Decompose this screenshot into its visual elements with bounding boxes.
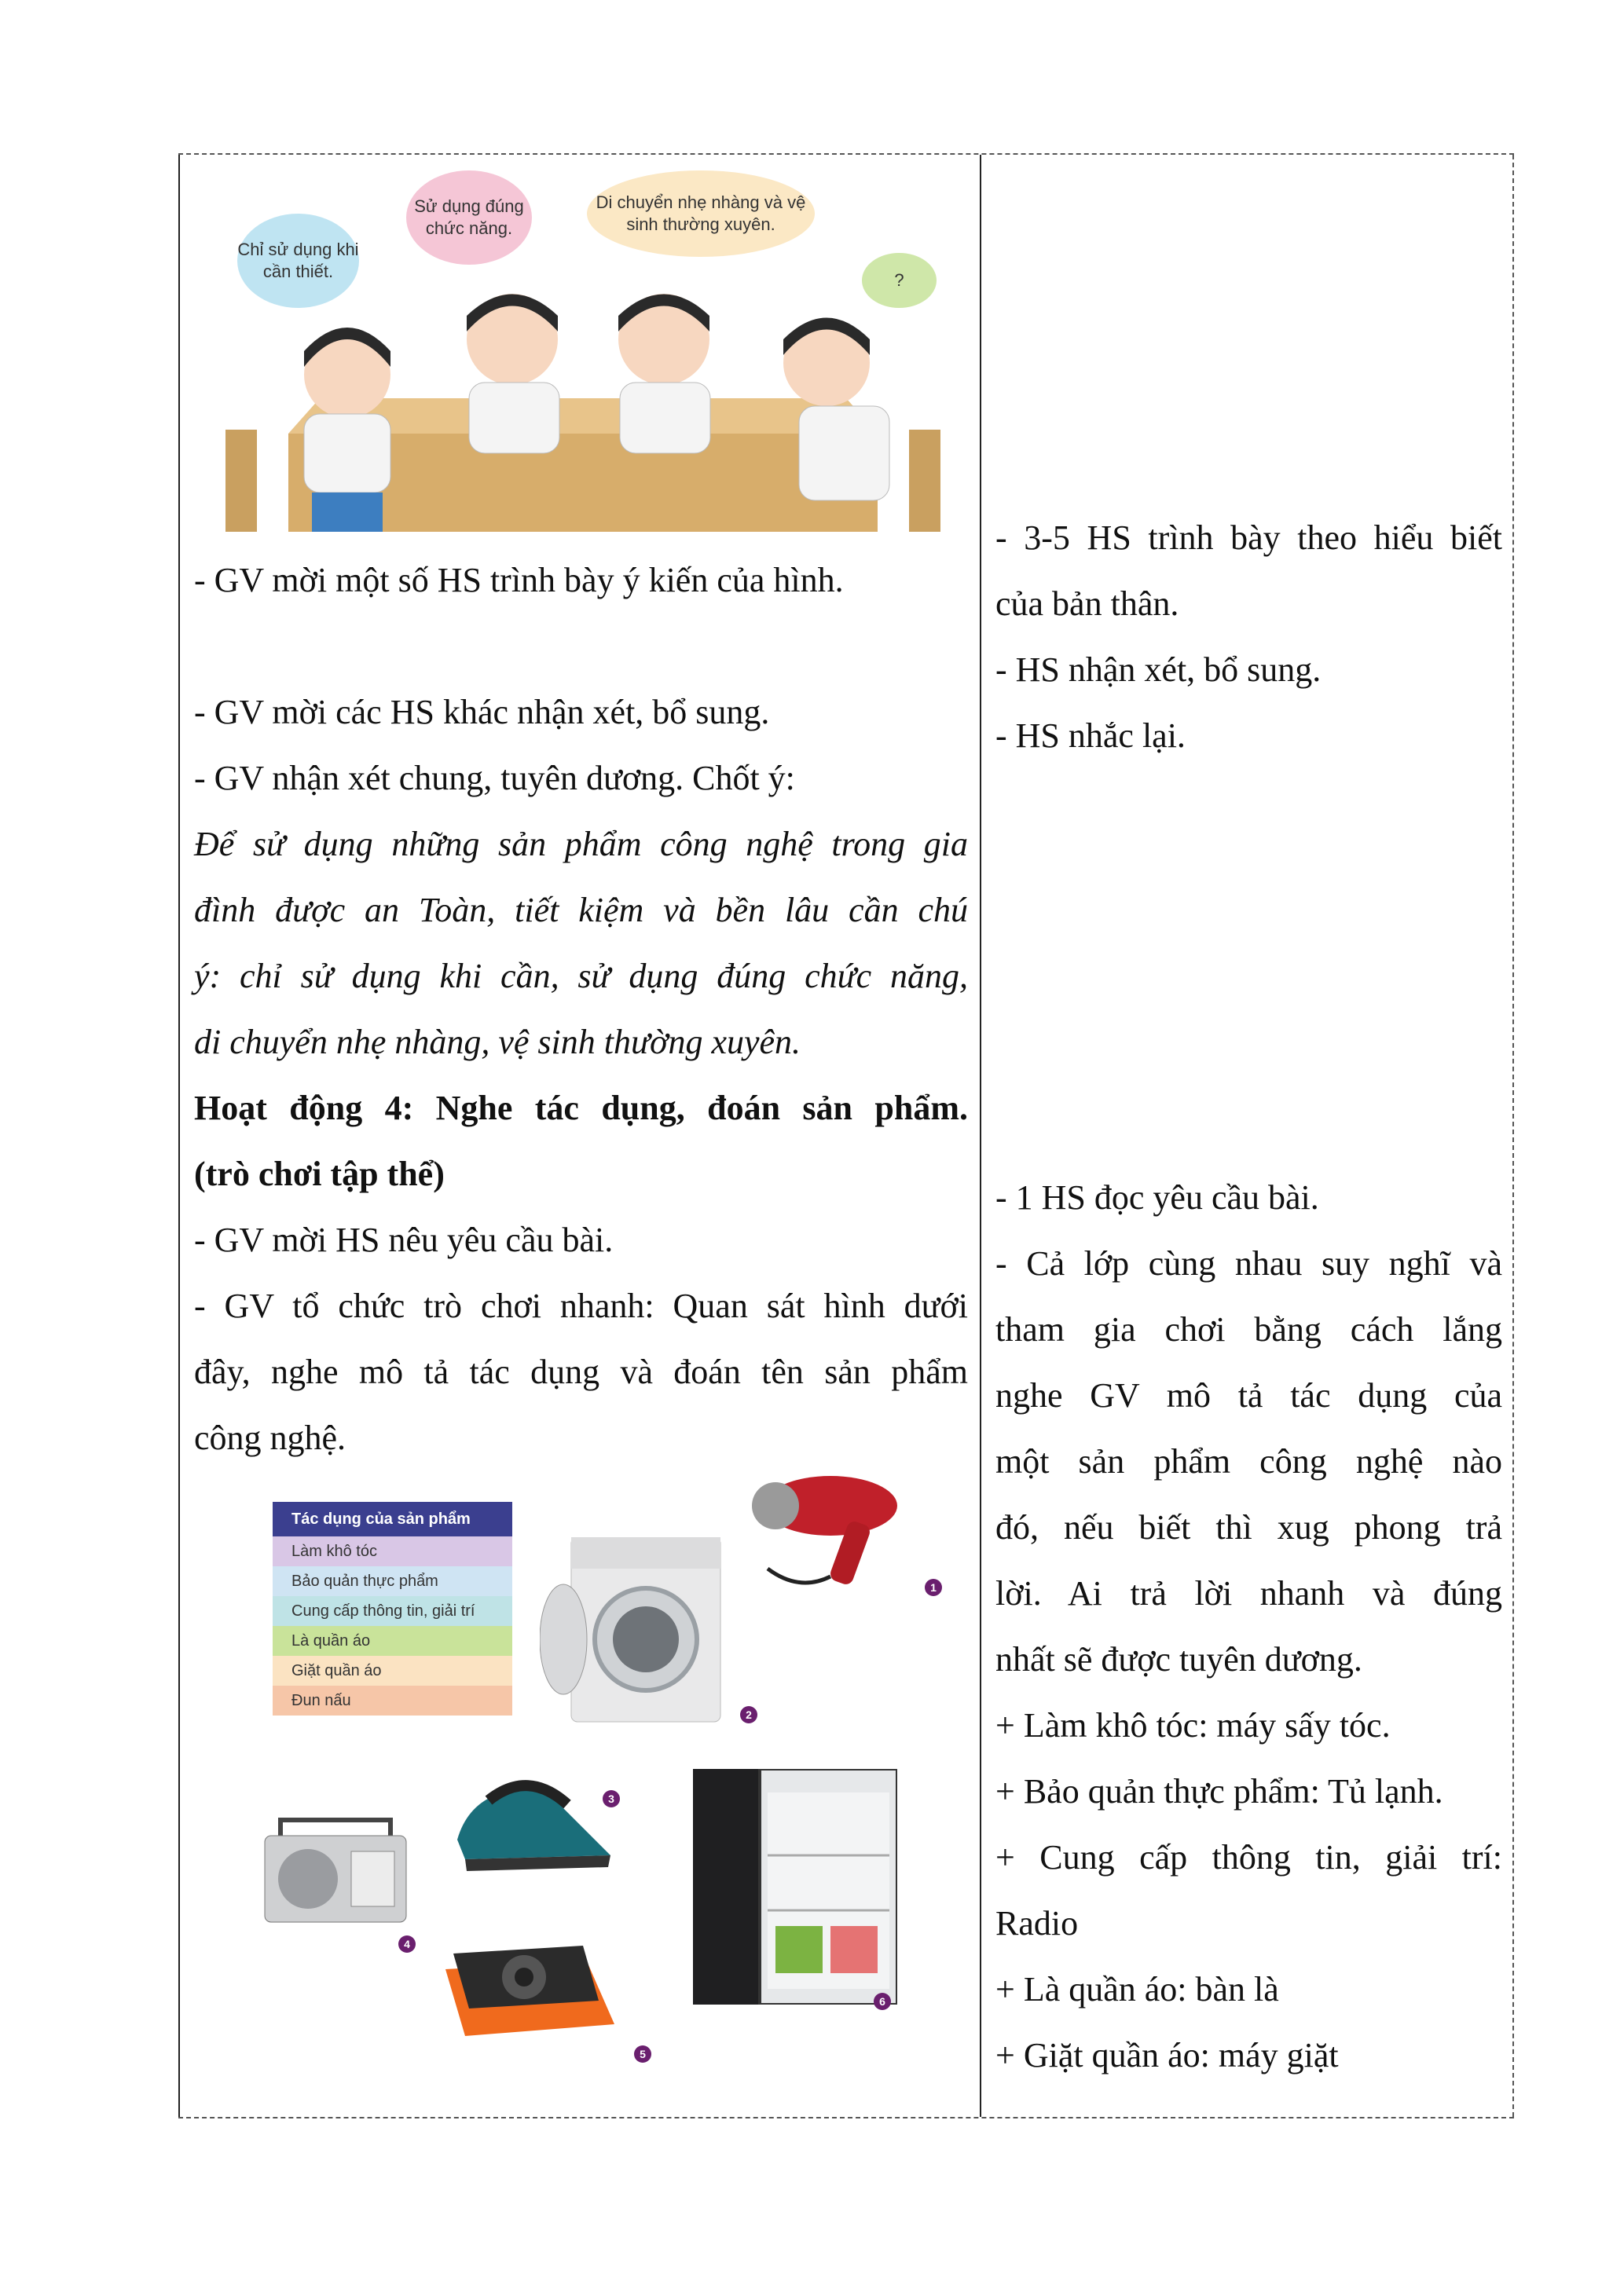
legend-row: Giặt quần áo	[273, 1656, 512, 1686]
left-line-3: - GV nhận xét chung, tuyên dương. Chốt ý:	[194, 759, 795, 797]
activity-4-subheading: (trò chơi tập thể)	[194, 1155, 445, 1193]
portable-gas-stove-image	[430, 1922, 618, 2048]
answer-refrigerator: + Bảo quản thực phẩm: Tủ lạnh.	[995, 1772, 1443, 1811]
washing-machine-image	[540, 1537, 736, 1726]
answer-iron: + Là quần áo: bàn là	[995, 1970, 1279, 2009]
hair-dryer-image	[744, 1467, 909, 1600]
item-number-4: 4	[398, 1935, 416, 1953]
right-line-9: một sản phẩm công nghệ nào	[995, 1442, 1502, 1481]
conclusion-line-4: di chuyển nhẹ nhàng, vệ sinh thường xuyên.	[194, 1023, 801, 1061]
legend-title: Tác dụng của sản phẩm	[273, 1502, 512, 1536]
conclusion-line-1: Để sử dụng những sản phẩm công nghệ trong gia	[194, 825, 968, 863]
conclusion-line-2: đình được an Toàn, tiết kiệm và bền lâu cần chú	[194, 891, 968, 929]
right-line-2: của bản thân.	[995, 584, 1179, 623]
answer-hair-dryer: + Làm khô tóc: máy sấy tóc.	[995, 1706, 1391, 1745]
legend-row: Là quần áo	[273, 1626, 512, 1656]
right-line-1: - 3-5 HS trình bày theo hiểu biết	[995, 518, 1502, 557]
legend-row: Làm khô tóc	[273, 1536, 512, 1566]
right-line-5: - 1 HS đọc yêu cầu bài.	[995, 1178, 1319, 1217]
clothes-iron-image	[442, 1769, 622, 1879]
speech-bubble-4: ?	[862, 253, 937, 308]
left-line-7: công nghệ.	[194, 1419, 346, 1457]
refrigerator-image	[693, 1769, 897, 2005]
table-right-border	[1512, 155, 1514, 2117]
item-number-2: 2	[740, 1706, 757, 1723]
lesson-table	[178, 153, 1514, 2118]
item-number-3: 3	[603, 1790, 620, 1807]
table-left-border	[178, 155, 180, 2117]
right-line-12: nhất sẽ được tuyên dương.	[995, 1640, 1362, 1679]
conclusion-line-3: ý: chỉ sử dụng khi cần, sử dụng đúng chức năng,	[194, 957, 968, 995]
table-column-divider	[980, 155, 981, 2117]
legend-row: Đun nấu	[273, 1686, 512, 1716]
right-line-11: lời. Ai trả lời nhanh và đúng	[995, 1574, 1502, 1613]
right-line-7: tham gia chơi bằng cách lắng	[995, 1310, 1502, 1349]
speech-bubble-1: Chỉ sử dụng khi cần thiết.	[237, 214, 359, 308]
legend-row: Bảo quản thực phẩm	[273, 1566, 512, 1596]
left-line-2: - GV mời các HS khác nhận xét, bổ sung.	[194, 693, 770, 731]
left-line-6: đây, nghe mô tả tác dụng và đoán tên sản phẩm	[194, 1353, 968, 1391]
answer-washing-machine: + Giặt quần áo: máy giặt	[995, 2036, 1339, 2074]
item-number-1: 1	[925, 1579, 942, 1596]
answer-radio-2: Radio	[995, 1904, 1079, 1943]
radio-image	[261, 1812, 410, 1930]
item-number-5: 5	[634, 2045, 651, 2063]
legend-row: Cung cấp thông tin, giải trí	[273, 1596, 512, 1626]
product-function-legend	[273, 1502, 512, 1716]
activity-4-heading: Hoạt động 4: Nghe tác dụng, đoán sản phẩm.	[194, 1089, 968, 1127]
right-line-6: - Cả lớp cùng nhau suy nghĩ và	[995, 1244, 1502, 1283]
kids-discussion-illustration	[218, 163, 952, 532]
speech-bubble-3: Di chuyển nhẹ nhàng và vệ sinh thường xuyên.	[587, 170, 815, 257]
left-line-5: - GV tổ chức trò chơi nhanh: Quan sát hình dưới	[194, 1287, 968, 1325]
right-line-8: nghe GV mô tả tác dụng của	[995, 1376, 1502, 1415]
left-line-1: - GV mời một số HS trình bày ý kiến của hình.	[194, 561, 844, 599]
left-line-4: - GV mời HS nêu yêu cầu bài.	[194, 1221, 614, 1259]
answer-radio-1: + Cung cấp thông tin, giải trí:	[995, 1838, 1502, 1877]
right-line-4: - HS nhắc lại.	[995, 716, 1186, 755]
right-line-3: - HS nhận xét, bổ sung.	[995, 650, 1322, 689]
right-line-10: đó, nếu biết thì xug phong trả	[995, 1508, 1502, 1547]
speech-bubble-2: Sử dụng đúng chức năng.	[406, 170, 532, 265]
item-number-6: 6	[874, 1993, 891, 2010]
